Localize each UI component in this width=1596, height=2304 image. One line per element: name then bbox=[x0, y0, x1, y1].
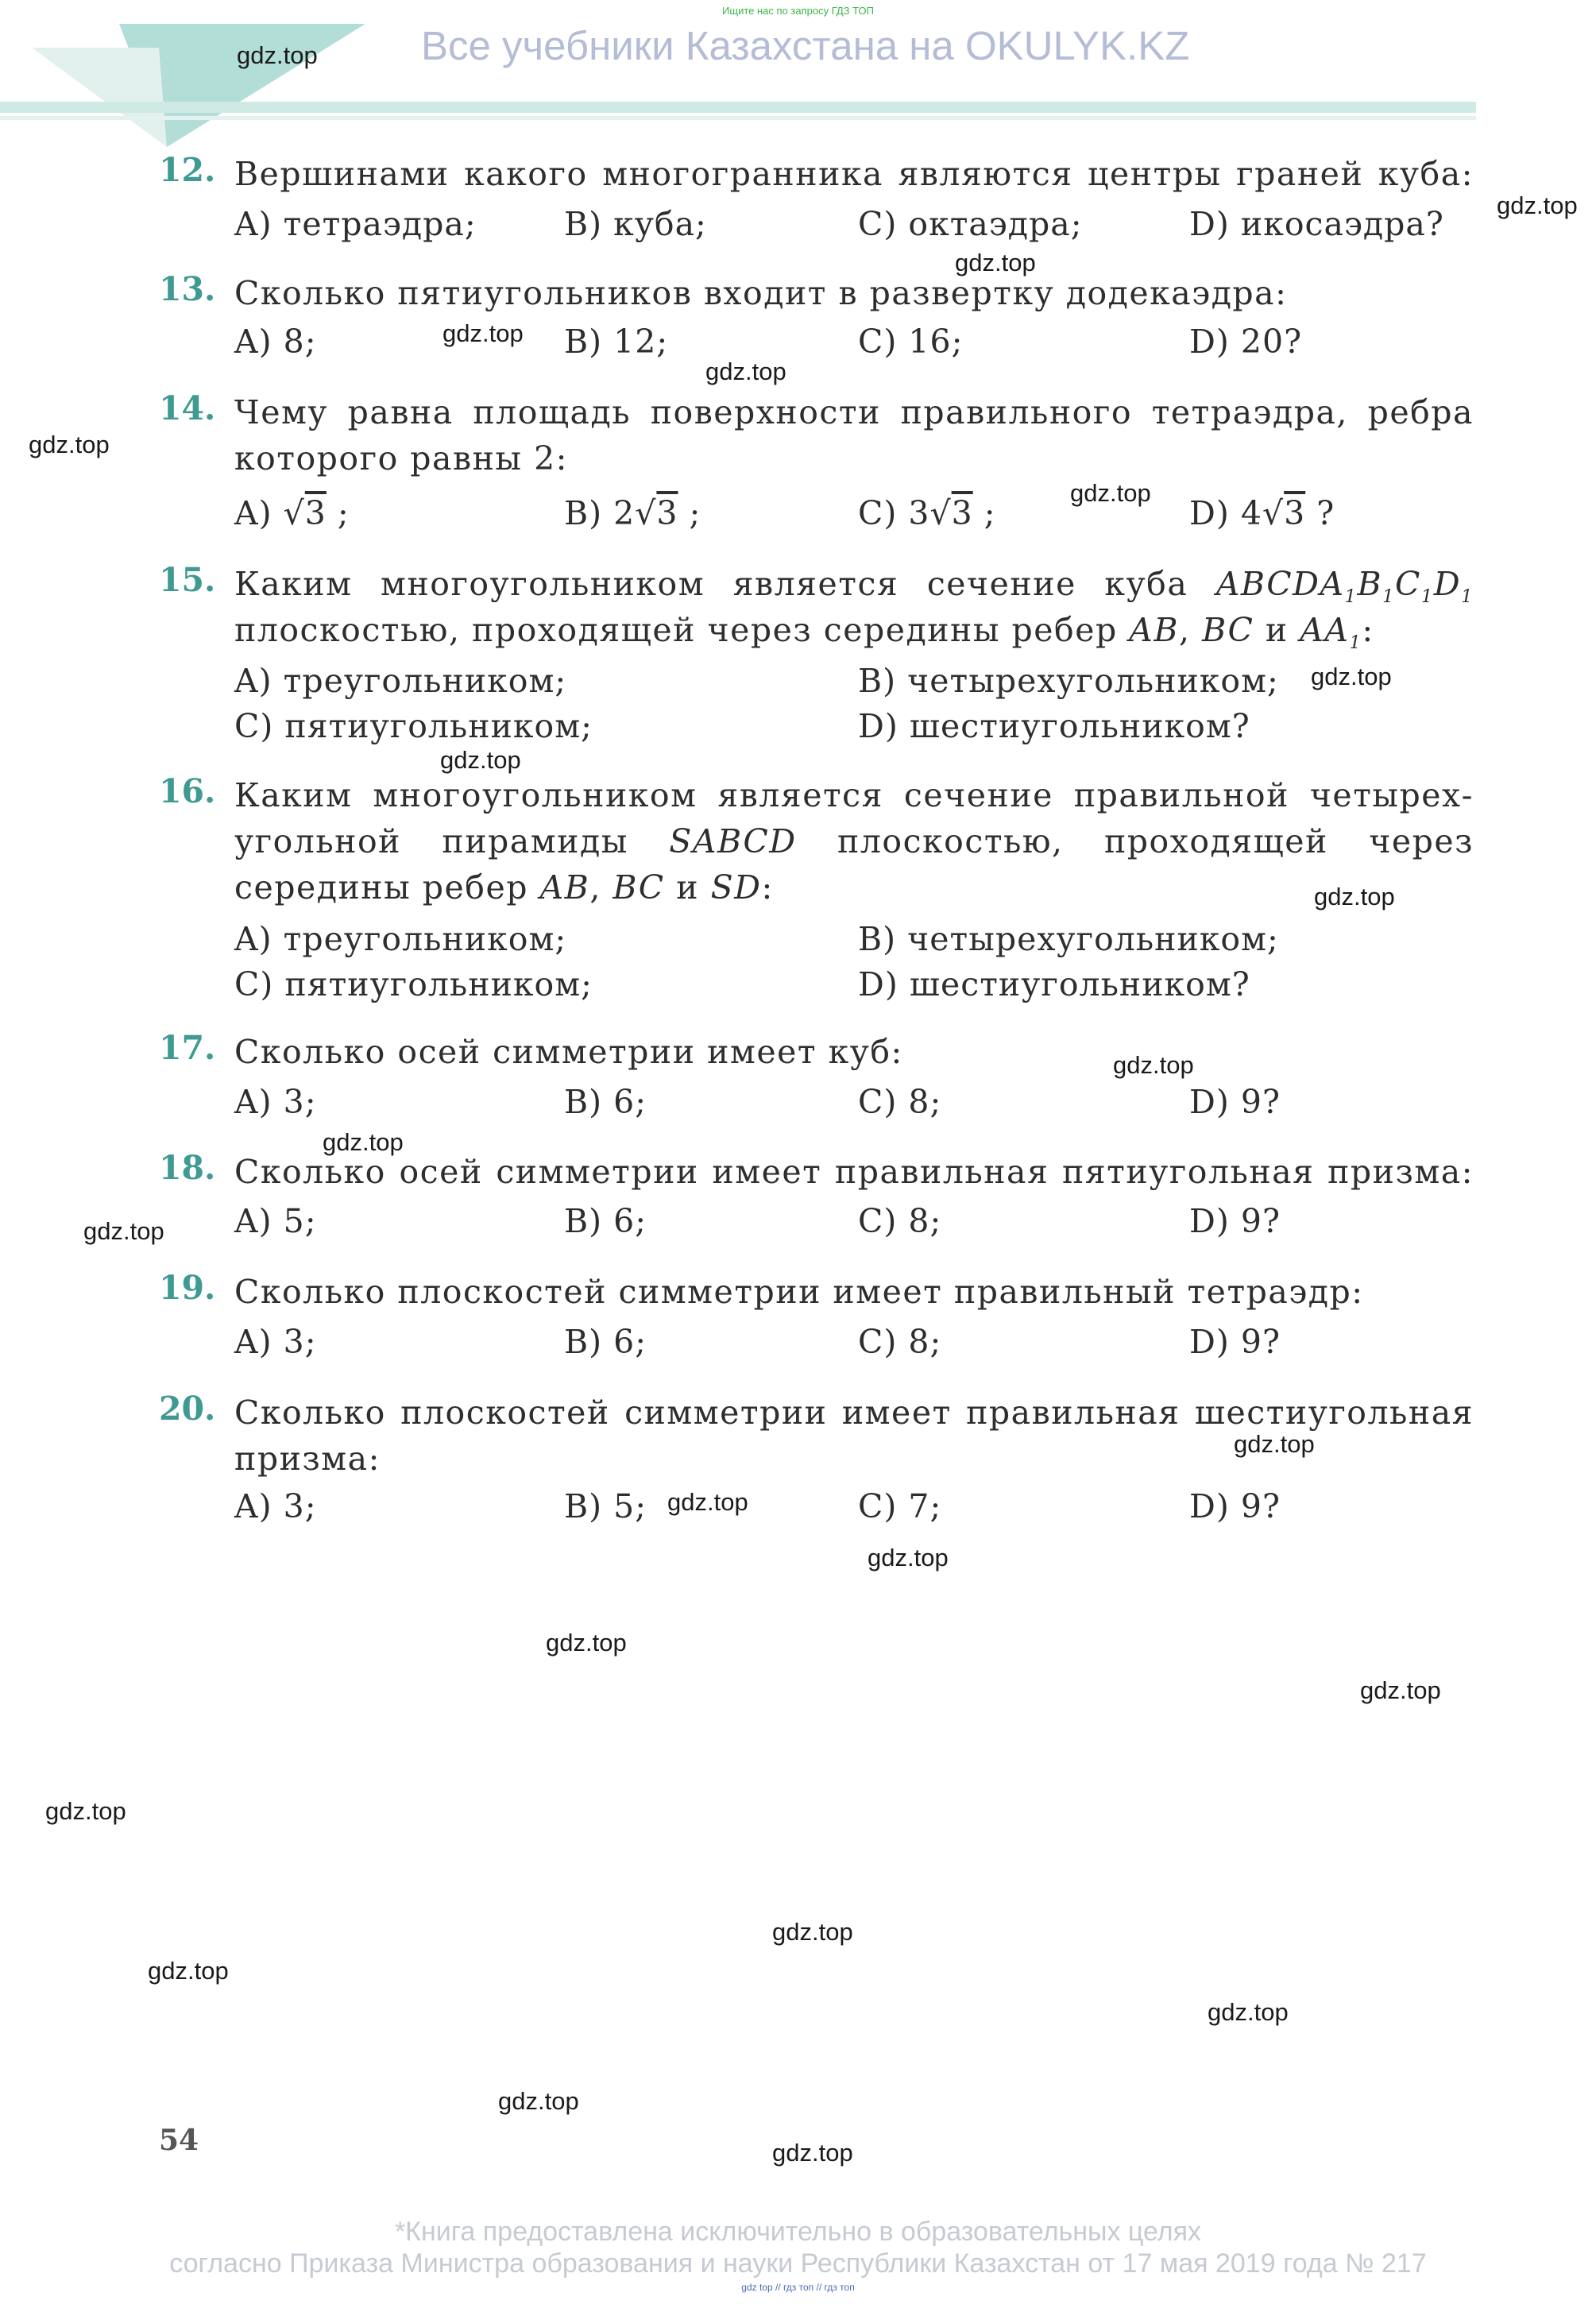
question-text: Сколько осей симметрии имеет правильная пятиугольная призма: bbox=[234, 1153, 1474, 1191]
watermark: gdz.top bbox=[868, 1544, 949, 1571]
watermark: gdz.top bbox=[148, 1957, 229, 1985]
watermark: gdz.top bbox=[772, 2139, 853, 2167]
watermark: gdz.top bbox=[546, 1629, 627, 1656]
question-text-line2: призма: bbox=[234, 1440, 381, 1478]
question-text: Вершинами какого многогранника являются центры граней куба: bbox=[234, 155, 1474, 193]
option-c: C) 8; bbox=[858, 1083, 942, 1121]
option-a: A) 3; bbox=[234, 1487, 317, 1525]
option-b: B) куба; bbox=[564, 205, 707, 243]
watermark: gdz.top bbox=[45, 1797, 126, 1825]
top-note: Ищите нас по запросу ГДЗ ТОП bbox=[722, 5, 874, 17]
option-a: A) 8; bbox=[234, 323, 317, 361]
question-text-line2: угольной пирамиды SABCD плоскостью, проходящей через bbox=[234, 822, 1474, 860]
option-a: A) треугольником; bbox=[234, 662, 567, 700]
footer-line2: согласно Приказа Министра образования и науки Республики Казахстан от 17 мая 2019 года № 217 bbox=[169, 2248, 1427, 2279]
option-b: B) 6; bbox=[564, 1323, 647, 1361]
watermark: gdz.top bbox=[667, 1488, 748, 1516]
question-number: 19. bbox=[159, 1269, 216, 1307]
option-b: B) четырехугольником; bbox=[858, 662, 1279, 700]
option-c: C) 3√3 ; bbox=[858, 494, 996, 532]
question-text: Сколько плоскостей симметрии имеет правильный тетраэдр: bbox=[234, 1273, 1364, 1311]
option-d: D) 9? bbox=[1189, 1323, 1281, 1361]
watermark: gdz.top bbox=[1360, 1676, 1441, 1704]
option-b: B) 5; bbox=[564, 1487, 647, 1525]
watermark: gdz.top bbox=[705, 358, 786, 385]
option-a: A) √3 ; bbox=[234, 494, 350, 532]
watermark: gdz.top bbox=[498, 2087, 579, 2115]
option-d: D) икосаэдра? bbox=[1189, 205, 1444, 243]
option-a: A) 3; bbox=[234, 1083, 317, 1121]
footer-mini: gdz top // гдз топ // гдз топ bbox=[741, 2282, 855, 2293]
question-text-line1: Каким многоугольником является сечение куба $ABCDA_1B_1C_1D_1$ bbox=[234, 565, 1474, 608]
watermark: gdz.top bbox=[440, 746, 521, 774]
option-b: B) 6; bbox=[564, 1083, 647, 1121]
question-number: 17. bbox=[159, 1029, 216, 1067]
question-number: 15. bbox=[159, 561, 216, 599]
option-c: C) пятиугольником; bbox=[234, 965, 593, 1003]
option-d: D) 9? bbox=[1189, 1083, 1281, 1121]
watermark: gdz.top bbox=[1234, 1430, 1315, 1458]
option-b: B) 12; bbox=[564, 323, 669, 361]
question-number: 14. bbox=[159, 389, 216, 427]
option-a: A) треугольником; bbox=[234, 920, 567, 958]
question-text-line2: плоскостью, проходящей через середины ребер AB, BC и $AA_1$: bbox=[234, 611, 1374, 654]
option-d: D) шестиугольником? bbox=[858, 707, 1250, 745]
cube-name: $ABCDA_1B_1C_1D_1$ bbox=[1215, 565, 1474, 608]
watermark: gdz.top bbox=[323, 1128, 404, 1156]
question-number: 18. bbox=[159, 1149, 216, 1187]
question-text-line1: Сколько плоскостей симметрии имеет правильная шестиугольная bbox=[234, 1394, 1474, 1432]
option-d: D) 9? bbox=[1189, 1202, 1281, 1240]
question-text-line1: Каким многоугольником является сечение правильной четырех- bbox=[234, 776, 1474, 814]
question-number: 16. bbox=[159, 772, 216, 810]
page-number: 54 bbox=[159, 2124, 199, 2157]
watermark: gdz.top bbox=[1113, 1051, 1194, 1079]
question-text-line1: Чему равна площадь поверхности правильного тетраэдра, ребра bbox=[234, 393, 1474, 431]
option-c: C) 7; bbox=[858, 1487, 942, 1525]
watermark: gdz.top bbox=[83, 1217, 164, 1245]
header-bar bbox=[0, 102, 1476, 113]
watermark: gdz.top bbox=[1311, 663, 1392, 690]
option-b: B) 6; bbox=[564, 1202, 647, 1240]
option-a: A) тетраэдра; bbox=[234, 205, 477, 243]
edge-aa1: $AA_1$ bbox=[1300, 611, 1362, 654]
option-c: C) пятиугольником; bbox=[234, 707, 593, 745]
option-d: D) 20? bbox=[1189, 323, 1303, 361]
question-number: 20. bbox=[159, 1390, 216, 1428]
watermark: gdz.top bbox=[1497, 191, 1578, 219]
site-banner[interactable]: Все учебники Казахстана на OKULYK.KZ bbox=[421, 23, 1190, 68]
option-b: B) 2√3 ; bbox=[564, 494, 701, 532]
watermark: gdz.top bbox=[1208, 1998, 1289, 2026]
question-text-line3: середины ребер AB, BC и SD: bbox=[234, 868, 774, 907]
option-c: C) 8; bbox=[858, 1323, 942, 1361]
option-b: B) четырехугольником; bbox=[858, 920, 1279, 958]
watermark: gdz.top bbox=[442, 319, 524, 347]
question-text-line2: которого равны 2: bbox=[234, 439, 568, 477]
question-text: Сколько пятиугольников входит в развертку додекаэдра: bbox=[234, 274, 1288, 312]
option-c: C) 8; bbox=[858, 1202, 942, 1240]
header-triangle-shadow bbox=[32, 48, 167, 147]
watermark: gdz.top bbox=[955, 249, 1036, 276]
header-bar-thin bbox=[0, 116, 1476, 120]
option-c: C) октаэдра; bbox=[858, 205, 1083, 243]
option-a: A) 3; bbox=[234, 1323, 317, 1361]
watermark: gdz.top bbox=[1070, 479, 1151, 507]
watermark: gdz.top bbox=[237, 41, 318, 69]
option-a: A) 5; bbox=[234, 1202, 317, 1240]
question-number: 12. bbox=[159, 151, 216, 189]
option-c: C) 16; bbox=[858, 323, 964, 361]
watermark: gdz.top bbox=[1314, 883, 1395, 910]
option-d: D) 4√3 ? bbox=[1189, 494, 1335, 532]
watermark: gdz.top bbox=[29, 431, 110, 458]
footer-line1: *Книга предоставлена исключительно в образовательных целях bbox=[394, 2217, 1202, 2247]
question-number: 13. bbox=[159, 270, 216, 308]
option-d: D) 9? bbox=[1189, 1487, 1281, 1525]
watermark: gdz.top bbox=[772, 1918, 853, 1946]
question-text: Сколько осей симметрии имеет куб: bbox=[234, 1033, 903, 1071]
option-d: D) шестиугольником? bbox=[858, 965, 1250, 1003]
